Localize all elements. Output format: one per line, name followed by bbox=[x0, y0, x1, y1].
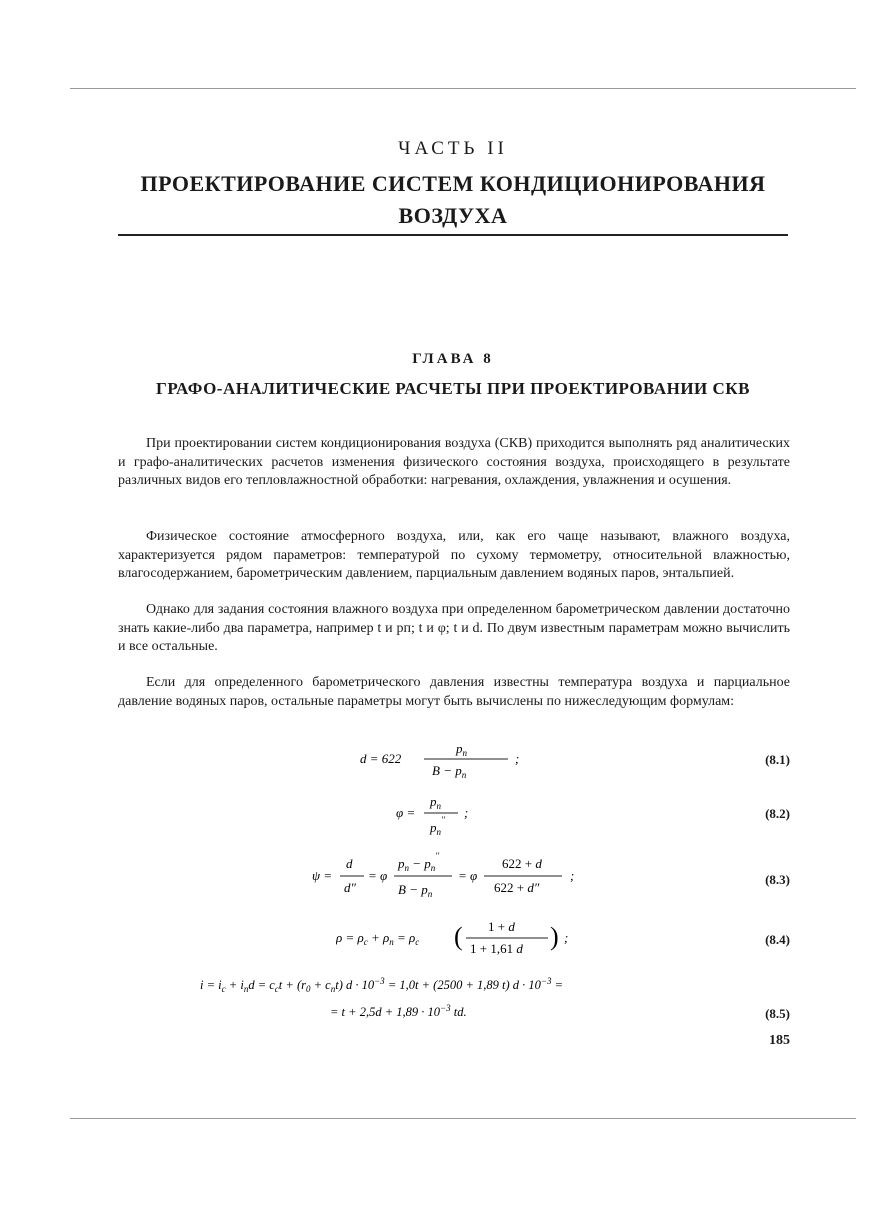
paragraph-4: Если для определенного барометрического давления известны температура воздуха и парциальное давление водяных паров, остальные параметры могут быть вычислены по нижеследующим формулам: bbox=[118, 675, 790, 709]
paragraph-2: Физическое состояние атмосферного воздуха, или, как его чаще называют, влажного воздуха, характеризуется рядом параметров: температурой по сухому термометру, относительной влажностью, влагосодержанием, барометрическим давлением, парциальным давлением водяных паров, энтальпией. bbox=[118, 529, 790, 581]
svg-text:pп′′: $p_п''$ bbox=[430, 815, 445, 837]
svg-text:1 + d: 1 + d bbox=[488, 919, 515, 934]
page-number: 185 bbox=[769, 1033, 790, 1048]
svg-text:;: ; bbox=[464, 805, 469, 820]
formula-number-8-5: (8.5) bbox=[765, 1006, 790, 1021]
svg-text:φ =: φ = bbox=[396, 805, 416, 820]
svg-text:): ) bbox=[550, 922, 559, 951]
formula-8-4 bbox=[336, 914, 586, 962]
svg-text:pп: $p_п$ bbox=[456, 741, 467, 758]
svg-text:pп: $p_п$ bbox=[430, 794, 441, 811]
chapter-title: ГРАФО-АНАЛИТИЧЕСКИЕ РАСЧЕТЫ ПРИ ПРОЕКТИРОВАНИИ СКВ bbox=[156, 379, 750, 398]
svg-text:d = 622: d = 622 bbox=[360, 751, 402, 766]
svg-text:1 + 1,61 d: 1 + 1,61 d bbox=[470, 941, 523, 956]
svg-text:B − pп: $B - p_п$ bbox=[432, 763, 467, 780]
svg-text:;: ; bbox=[515, 751, 520, 766]
part-divider bbox=[118, 234, 788, 236]
svg-text:d: d bbox=[346, 856, 353, 871]
svg-text:d″: d″ bbox=[344, 880, 356, 895]
part-label: ЧАСТЬ II bbox=[398, 138, 508, 159]
svg-text:622 + d: 622 + d bbox=[502, 856, 542, 871]
formula-8-1 bbox=[360, 740, 530, 786]
formula-number-8-1: (8.1) bbox=[765, 752, 790, 767]
svg-text:;: ; bbox=[564, 930, 569, 945]
formula-8-2 bbox=[396, 792, 506, 842]
svg-text:pп − pп′′: $p_п - p_п''$ bbox=[398, 852, 440, 873]
bottom-rule bbox=[70, 1118, 856, 1119]
svg-text:;: ; bbox=[570, 868, 575, 883]
svg-text:622 + d″: 622 + d″ bbox=[494, 880, 540, 895]
formula-number-8-3: (8.3) bbox=[765, 872, 790, 887]
svg-text:(: ( bbox=[454, 922, 463, 951]
formula-8-3 bbox=[312, 852, 602, 902]
svg-text:ρ = ρс + ρп = ρс: $\rho = \rho_с + \rho_п = \rho_с$ bbox=[336, 930, 420, 947]
svg-text:= φ: = φ bbox=[458, 868, 478, 883]
formula-number-8-4: (8.4) bbox=[765, 932, 790, 947]
formula-8-5 bbox=[200, 972, 710, 1026]
paragraph-1: При проектировании систем кондиционирования воздуха (СКВ) приходится выполнять ряд аналитических и графо-аналитических расчетов изменения физического состояния воздуха, происходящего в результате различных видов его тепловлажностной обработки: нагревания, охлаждения, увлажнения и осушения. bbox=[118, 436, 790, 488]
part-title: ПРОЕКТИРОВАНИЕ СИСТЕМ КОНДИЦИОНИРОВАНИЯ ВОЗДУХА bbox=[140, 171, 766, 228]
svg-text:= t + 2,5d + 1,89 · 10−3 td.: = $t + 2,5d + 1,89 \cdot 10^{-3}$ td. bbox=[330, 1003, 467, 1019]
svg-text:ψ =: ψ = bbox=[312, 868, 333, 883]
formula-number-8-2: (8.2) bbox=[765, 806, 790, 821]
svg-text:i = iс + iпd = cсt + (r0 + cпt: $i = i_с + i_пd = c_сt + (r_0 + c_пt) d \cdot 10^{-3} = 1,0t + (2500 + 1,89$ t) $d \cdot 10^{-3}$ = bbox=[200, 976, 564, 994]
paragraph-3: Однако для задания состояния влажного воздуха при определенном барометрическом давлении достаточно знать какие-либо два параметра, например t и pп; t и φ; t и d. По двум известным параметрам можно вычислить и все остальные. bbox=[118, 602, 790, 654]
chapter-label: ГЛАВА 8 bbox=[412, 351, 494, 367]
svg-text:B − pп: $B - p_п$ bbox=[398, 882, 433, 898]
top-rule bbox=[70, 88, 856, 89]
svg-text:= φ: = φ bbox=[368, 868, 388, 883]
